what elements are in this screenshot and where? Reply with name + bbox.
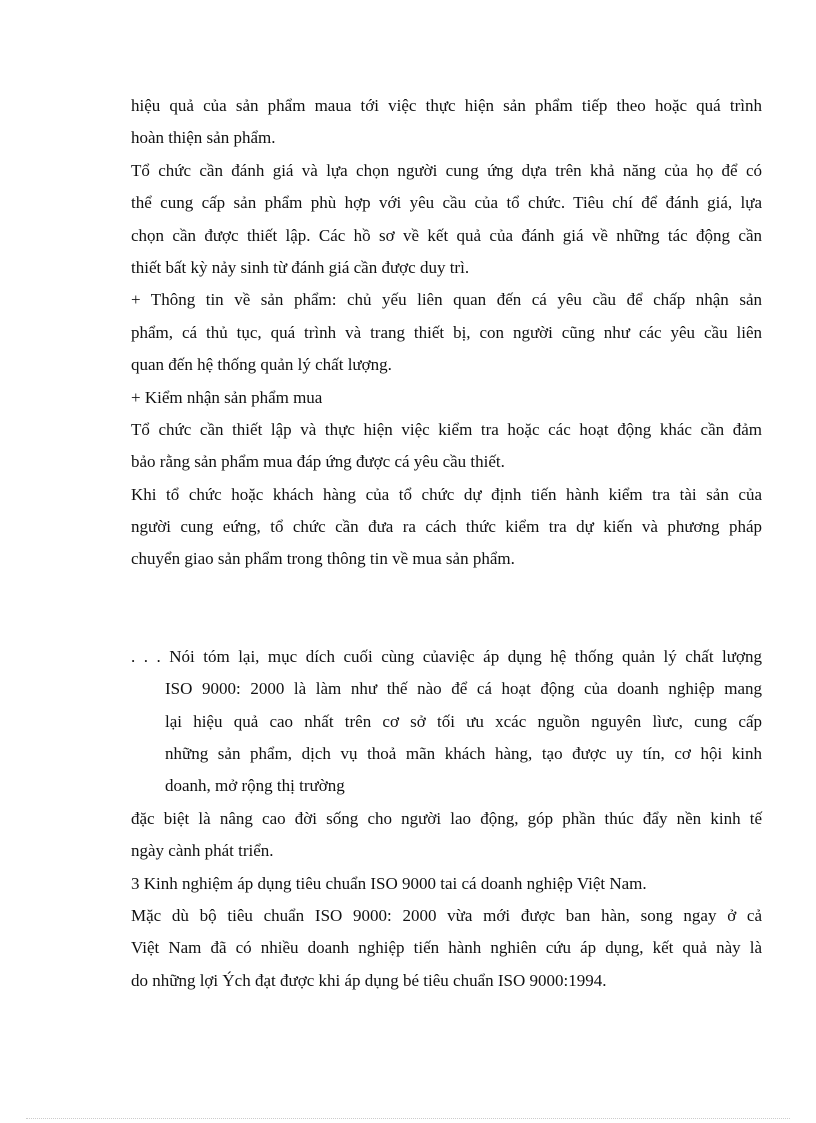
text-line: Tổ chức cần thiết lập và thực hiện việc kiểm tra hoặc các hoạt động khác cần đảm (131, 419, 762, 439)
summary-line: . . . Nói tóm lại, mục dích cuối cùng củaviệc áp dụng hệ thống quản lý chất lượng (131, 646, 762, 666)
text-line: phẩm, cá thủ tục, quá trình và trang thiết bị, con người cũng như các yêu cầu liên (131, 322, 762, 342)
text-line: Việt Nam đã có nhiều doanh nghiệp tiến hành nghiên cứu áp dụng, kết quả này là (131, 938, 762, 958)
text-line: người cung eứng, tổ chức cần đưa ra cách thức kiểm tra dự kiến và phương pháp (131, 517, 762, 537)
text-line: hiệu quả của sản phẩm maua tới việc thực hiện sản phẩm tiếp theo hoặc quá trình (131, 96, 762, 115)
text-line: + Kiểm nhận sản phẩm mua (131, 387, 323, 407)
text-line: bảo rằng sản phẩm mua đáp ứng được cá yêu cầu thiết. (131, 452, 505, 472)
summary-line: lại hiệu quả cao nhất trên cơ sở tối ưu xcác nguồn nguyên lìưc, cung cấp (165, 711, 762, 731)
text-line: Khi tổ chức hoặc khách hàng của tổ chức dự định tiến hành kiểm tra tài sản của (131, 484, 762, 504)
summary-line: những sản phẩm, dịch vụ thoả mãn khách hàng, tạo được uy tín, cơ hội kinh (165, 744, 762, 764)
document-body (131, 90, 762, 997)
summary-line: ISO 9000: 2000 là làm như thế nào để cá hoạt động của doanh nghiệp mang (165, 679, 762, 699)
text-line: chuyển giao sản phẩm trong thông tin về mua sản phẩm. (131, 549, 515, 569)
section-heading: 3 Kinh nghiệm áp dụng tiêu chuẩn ISO 9000 tai cá doanh nghiệp Việt Nam. (131, 873, 647, 893)
text-line: Mặc dù bộ tiêu chuẩn ISO 9000: 2000 vừa mới được ban hàn, song ngay ở cả (131, 905, 762, 925)
paragraph-gap (131, 576, 762, 641)
text-line: thiết bất kỳ nảy sinh từ đánh giá cần được duy trì. (131, 257, 470, 277)
text-line: ngày cành phát triển. (131, 841, 274, 861)
text-line: + Thông tin về sản phẩm: chủ yếu liên quan đến cá yêu cầu để chấp nhận sản (131, 290, 762, 310)
text-line: quan đến hệ thống quản lý chất lượng. (131, 355, 392, 375)
text-line: chọn cần được thiết lập. Các hồ sơ về kết quả của đánh giá về những tác động cần (131, 225, 762, 245)
text-line: thể cung cấp sản phẩm phù hợp với yêu cầu của tổ chức. Tiêu chí để đánh giá, lựa (131, 193, 762, 213)
text-line: đặc biệt là nâng cao đời sống cho người lao động, góp phần thúc đẩy nền kinh tế (131, 808, 762, 828)
text-line: Tổ chức cần đánh giá và lựa chọn người cung ứng dựa trên khả năng của họ để có (131, 160, 762, 180)
text-line: hoàn thiện sản phẩm. (131, 128, 276, 148)
text-line: do những lợi Ých đạt được khi áp dụng bé tiêu chuẩn ISO 9000:1994. (131, 970, 607, 990)
page-bottom-border (26, 1118, 790, 1119)
summary-line: doanh, mở rộng thị trường (165, 776, 345, 796)
